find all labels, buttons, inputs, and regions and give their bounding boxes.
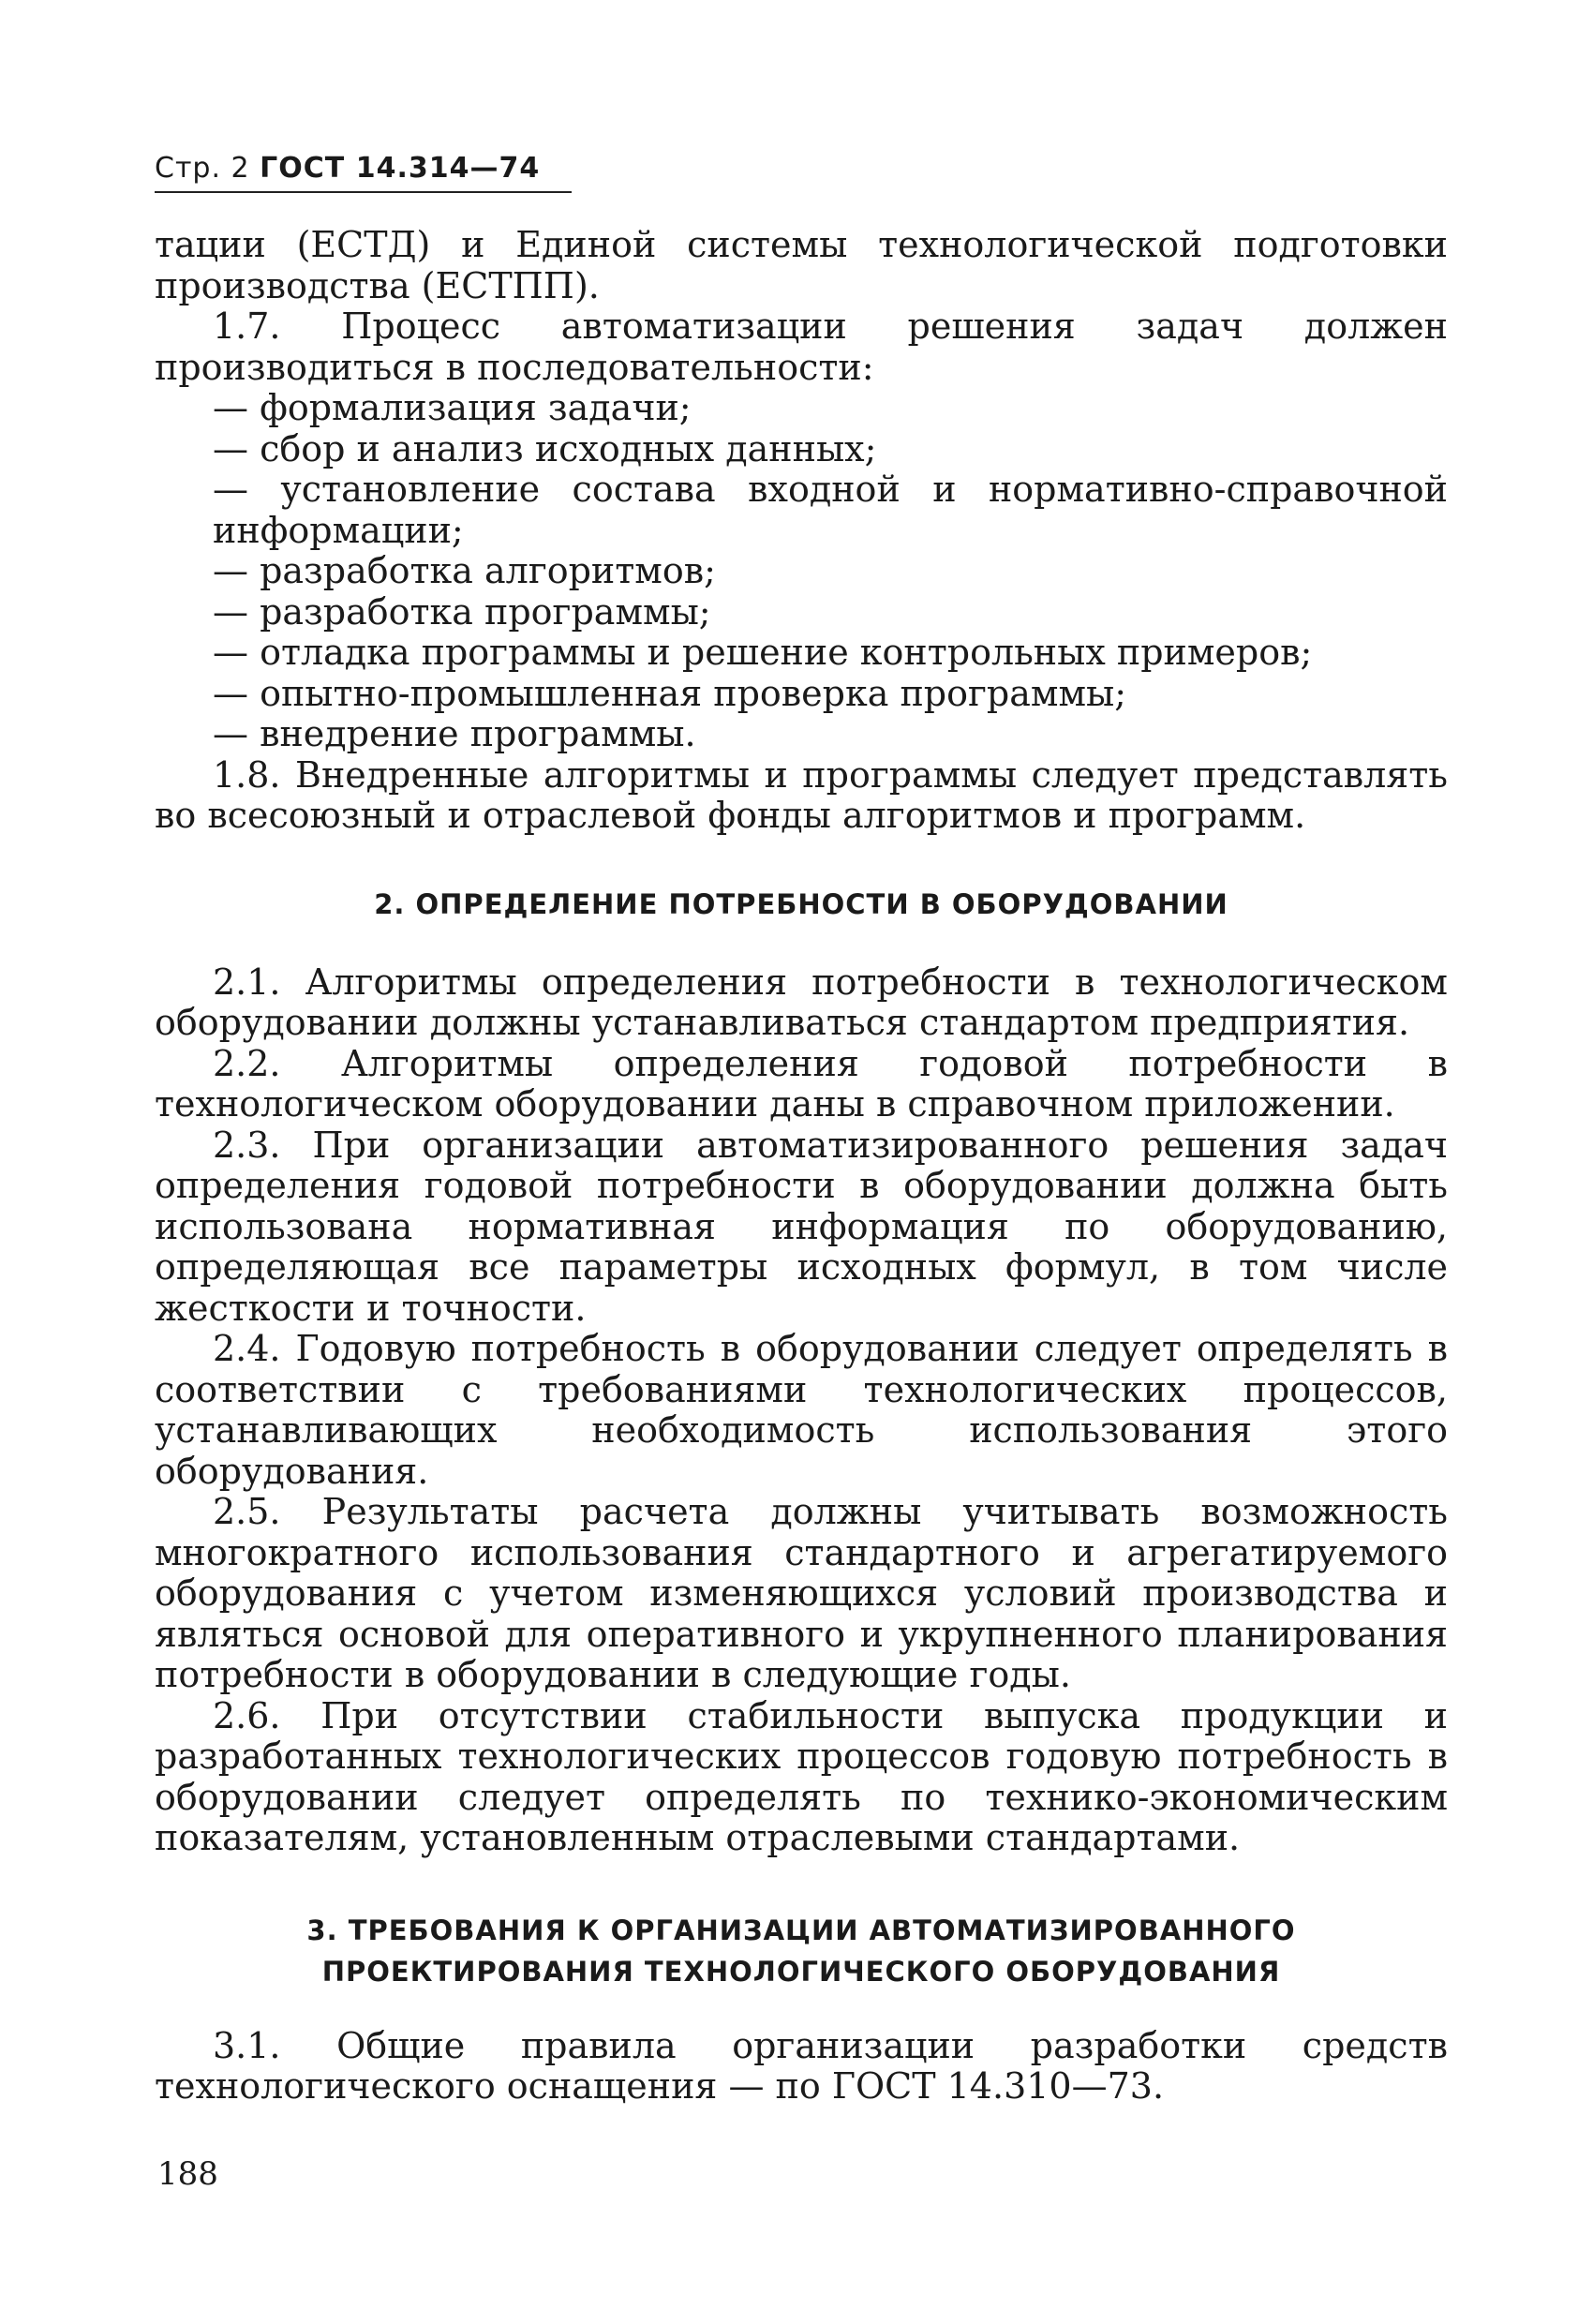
header-rule [155,191,572,193]
paragraph-2-2: 2.2. Алгоритмы определения годовой потребности в технологическом оборудовании даны в справочном приложении. [155,1042,1448,1125]
page-number: 188 [157,2155,218,2193]
paragraph-2-6: 2.6. При отсутствии стабильности выпуска продукции и разработанных технологических процессов годовую потребность в оборудовании следует определять по технико-экономическим показателям, установленным отраслевыми стандартами. [155,1694,1448,1858]
page-header [155,152,540,185]
paragraph-1-7: 1.7. Процесс автоматизации решения задач должен производиться в последовательности: [155,305,1448,388]
paragraph-2-3: 2.3. При организации автоматизированного решения задач определения годовой потребности в оборудовании должна быть использована нормативная информация по оборудованию, определяющая все параметры исходных формул, в том числе жесткости и точности. [155,1124,1448,1329]
paragraph-3-1: 3.1. Общие правила организации разработки средств технологического оснащения — по ГОСТ 14.310—73. [155,2024,1448,2107]
paragraph-1-8: 1.8. Внедренные алгоритмы и программы следует представлять во всесоюзный и отраслевой фонды алгоритмов и программ. [155,753,1448,836]
section-3-title-line1: 3. ТРЕБОВАНИЯ К ОРГАНИЗАЦИИ АВТОМАТИЗИРОВАННОГО [306,1914,1296,1946]
paragraph-2-5: 2.5. Результаты расчета должны учитывать возможность многократного использования стандартного и агрегатируемого оборудования с учетом изменяющихся условий производства и являться основой для оперативного и укрупненного планирования потребности в оборудовании в следующие годы. [155,1491,1448,1695]
list-item: — внедрение программы. [213,713,696,754]
standard-designation: ГОСТ 14.314—74 [260,152,541,185]
paragraph-2-4: 2.4. Годовую потребность в оборудовании следует определять в соответствии с требованиями технологических процессов, устанавливающих необходимость использования этого оборудования. [155,1328,1448,1492]
section-3-title-line2: ПРОЕКТИРОВАНИЯ ТЕХНОЛОГИЧЕСКОГО ОБОРУДОВАНИЯ [321,1955,1281,1988]
paragraph-2-1: 2.1. Алгоритмы определения потребности в технологическом оборудовании должны устанавливаться стандартом предприятия. [155,961,1448,1043]
list-item: — отладка программы и решение контрольных примеров; [213,632,1313,673]
section-3-title [155,1910,1448,1992]
list-item: — сбор и анализ исходных данных; [213,427,877,469]
section-2-title: 2. ОПРЕДЕЛЕНИЕ ПОТРЕБНОСТИ В ОБОРУДОВАНИИ [374,887,1228,920]
list-item: — установление состава входной и нормативно-справочной информации; [213,469,1448,551]
page-label: Стр. 2 [155,152,250,185]
paragraph-continuation: тации (ЕСТД) и Единой системы технологической подготовки производства (ЕСТПП). [155,224,1448,306]
list-item: — разработка алгоритмов; [213,550,716,591]
list-item: — разработка программы; [213,590,711,633]
list-item: — опытно-промышленная проверка программы; [213,672,1127,714]
list-item: — формализация задачи; [213,387,692,428]
document-body [155,225,1448,2108]
